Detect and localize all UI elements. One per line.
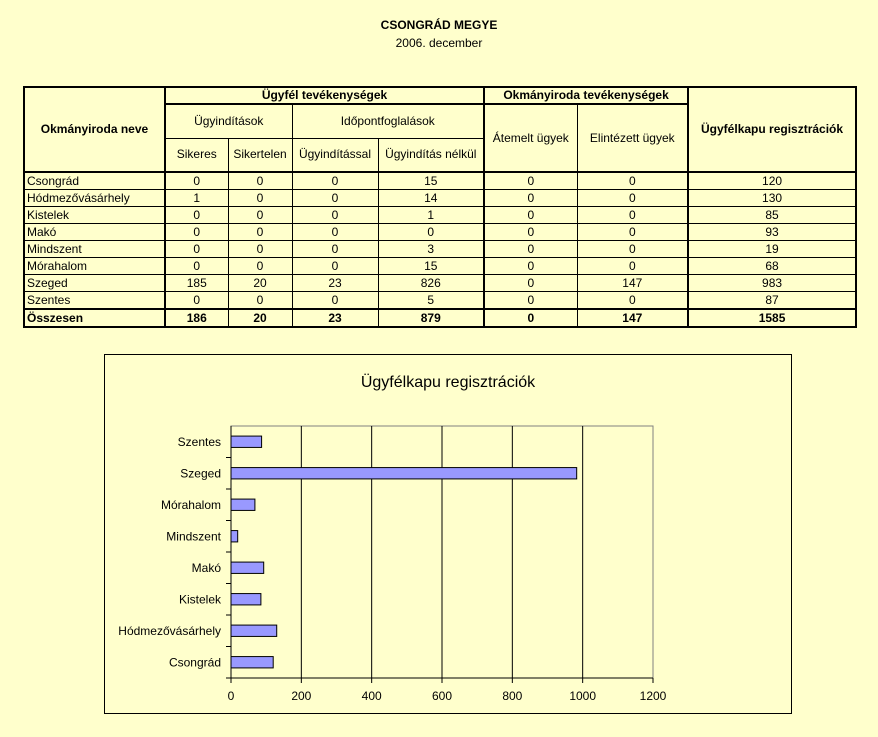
y-tick-label: Szentes bbox=[177, 434, 221, 449]
bar bbox=[231, 657, 273, 668]
cell-value: 0 bbox=[577, 207, 688, 224]
header-completed-cases: Elintézett ügyek bbox=[577, 104, 688, 172]
y-tick-label: Kistelek bbox=[178, 592, 221, 607]
bar bbox=[231, 625, 277, 636]
cell-value: 0 bbox=[292, 241, 378, 258]
cell-value: 93 bbox=[688, 224, 856, 241]
y-tick-label: Mórahalom bbox=[160, 497, 221, 512]
cell-value: 0 bbox=[484, 241, 577, 258]
chart-title: Ügyfélkapu regisztrációk bbox=[360, 374, 536, 391]
cell-office: Mindszent bbox=[24, 241, 165, 258]
y-tick-label: Hódmezővásárhely bbox=[118, 623, 221, 638]
cell-value: 0 bbox=[292, 172, 378, 190]
table-row bbox=[24, 172, 856, 190]
cell-value: 983 bbox=[688, 275, 856, 292]
cell-total: 23 bbox=[292, 309, 378, 327]
cell-value: 0 bbox=[292, 190, 378, 207]
cell-value: 147 bbox=[577, 275, 688, 292]
cell-value: 0 bbox=[292, 224, 378, 241]
cell-value: 20 bbox=[228, 275, 292, 292]
cell-value: 68 bbox=[688, 258, 856, 275]
y-tick-label: Makó bbox=[191, 560, 221, 575]
y-tick-label: Csongrád bbox=[168, 655, 221, 670]
header-without-initiation: Ügyindítás nélkül bbox=[378, 138, 484, 172]
table-row bbox=[24, 241, 856, 258]
cell-value: 0 bbox=[484, 258, 577, 275]
cell-total: 147 bbox=[577, 309, 688, 327]
cell-value: 0 bbox=[484, 275, 577, 292]
header-office-name: Okmányiroda neve bbox=[24, 87, 165, 172]
cell-value: 0 bbox=[577, 190, 688, 207]
header-with-initiation: Ügyindítással bbox=[292, 138, 378, 172]
cell-value: 0 bbox=[378, 224, 484, 241]
chart-svg bbox=[105, 355, 791, 713]
cell-value: 826 bbox=[378, 275, 484, 292]
bar bbox=[231, 468, 577, 479]
cell-value: 0 bbox=[228, 292, 292, 310]
cell-value: 0 bbox=[577, 241, 688, 258]
cell-value: 0 bbox=[484, 172, 577, 190]
cell-value: 120 bbox=[688, 172, 856, 190]
cell-value: 0 bbox=[165, 241, 228, 258]
cell-office: Szeged bbox=[24, 275, 165, 292]
table-row bbox=[24, 224, 856, 241]
cell-value: 185 bbox=[165, 275, 228, 292]
registrations-chart bbox=[104, 354, 792, 714]
table-row bbox=[24, 207, 856, 224]
cell-value: 1 bbox=[165, 190, 228, 207]
header-group-customer-activities: Ügyfél tevékenységek bbox=[165, 87, 484, 104]
table-row bbox=[24, 292, 856, 310]
bar bbox=[231, 594, 261, 605]
statistics-table bbox=[23, 86, 857, 328]
cell-value: 15 bbox=[378, 172, 484, 190]
cell-value: 0 bbox=[484, 224, 577, 241]
cell-value: 3 bbox=[378, 241, 484, 258]
header-appointments: Időpontfoglalások bbox=[292, 104, 484, 138]
cell-office: Csongrád bbox=[24, 172, 165, 190]
cell-total: 0 bbox=[484, 309, 577, 327]
bar bbox=[231, 531, 238, 542]
cell-value: 0 bbox=[577, 172, 688, 190]
x-tick-label: 800 bbox=[502, 689, 523, 703]
x-tick-label: 1200 bbox=[639, 689, 667, 703]
cell-value: 0 bbox=[484, 292, 577, 310]
table-row bbox=[24, 190, 856, 207]
cell-total: 20 bbox=[228, 309, 292, 327]
cell-value: 130 bbox=[688, 190, 856, 207]
header-group-office-activities: Okmányiroda tevékenységek bbox=[484, 87, 688, 104]
cell-total: 879 bbox=[378, 309, 484, 327]
cell-total-label: Összesen bbox=[24, 309, 165, 327]
table-row bbox=[24, 258, 856, 275]
cell-value: 0 bbox=[292, 207, 378, 224]
cell-value: 23 bbox=[292, 275, 378, 292]
header-case-initiations: Ügyindítások bbox=[165, 104, 292, 138]
cell-value: 19 bbox=[688, 241, 856, 258]
x-tick-label: 1000 bbox=[569, 689, 597, 703]
x-tick-label: 600 bbox=[431, 689, 453, 703]
cell-value: 0 bbox=[228, 241, 292, 258]
cell-value: 0 bbox=[228, 224, 292, 241]
cell-value: 0 bbox=[165, 224, 228, 241]
header-registrations: Ügyfélkapu regisztrációk bbox=[688, 87, 856, 172]
cell-value: 0 bbox=[228, 172, 292, 190]
cell-office: Hódmezővásárhely bbox=[24, 190, 165, 207]
cell-total: 1585 bbox=[688, 309, 856, 327]
page-title: CSONGRÁD MEGYE bbox=[380, 18, 498, 32]
cell-total: 186 bbox=[165, 309, 228, 327]
page-subtitle: 2006. december bbox=[395, 36, 483, 50]
cell-value: 14 bbox=[378, 190, 484, 207]
cell-office: Szentes bbox=[24, 292, 165, 310]
header-transferred-cases: Átemelt ügyek bbox=[484, 104, 577, 172]
cell-value: 0 bbox=[228, 207, 292, 224]
x-tick-label: 200 bbox=[291, 689, 312, 703]
cell-value: 0 bbox=[484, 190, 577, 207]
cell-value: 85 bbox=[688, 207, 856, 224]
cell-value: 0 bbox=[228, 258, 292, 275]
cell-value: 0 bbox=[577, 292, 688, 310]
x-tick-label: 400 bbox=[361, 689, 382, 703]
cell-office: Kistelek bbox=[24, 207, 165, 224]
bar bbox=[231, 436, 262, 447]
header-unsuccessful: Sikertelen bbox=[228, 138, 292, 172]
cell-value: 0 bbox=[292, 258, 378, 275]
table-total-row bbox=[24, 309, 856, 327]
cell-value: 0 bbox=[165, 172, 228, 190]
cell-value: 0 bbox=[577, 224, 688, 241]
cell-value: 0 bbox=[292, 292, 378, 310]
cell-office: Mórahalom bbox=[24, 258, 165, 275]
bar bbox=[231, 499, 255, 510]
cell-value: 1 bbox=[378, 207, 484, 224]
y-tick-label: Mindszent bbox=[166, 529, 221, 544]
cell-office: Makó bbox=[24, 224, 165, 241]
y-tick-label: Szeged bbox=[180, 466, 221, 481]
cell-value: 0 bbox=[165, 258, 228, 275]
cell-value: 0 bbox=[165, 292, 228, 310]
x-tick-label: 0 bbox=[227, 689, 235, 703]
cell-value: 0 bbox=[165, 207, 228, 224]
bar bbox=[231, 562, 264, 573]
cell-value: 87 bbox=[688, 292, 856, 310]
cell-value: 0 bbox=[228, 190, 292, 207]
table-row bbox=[24, 275, 856, 292]
cell-value: 0 bbox=[577, 258, 688, 275]
cell-value: 5 bbox=[378, 292, 484, 310]
header-successful: Sikeres bbox=[165, 138, 228, 172]
cell-value: 15 bbox=[378, 258, 484, 275]
cell-value: 0 bbox=[484, 207, 577, 224]
